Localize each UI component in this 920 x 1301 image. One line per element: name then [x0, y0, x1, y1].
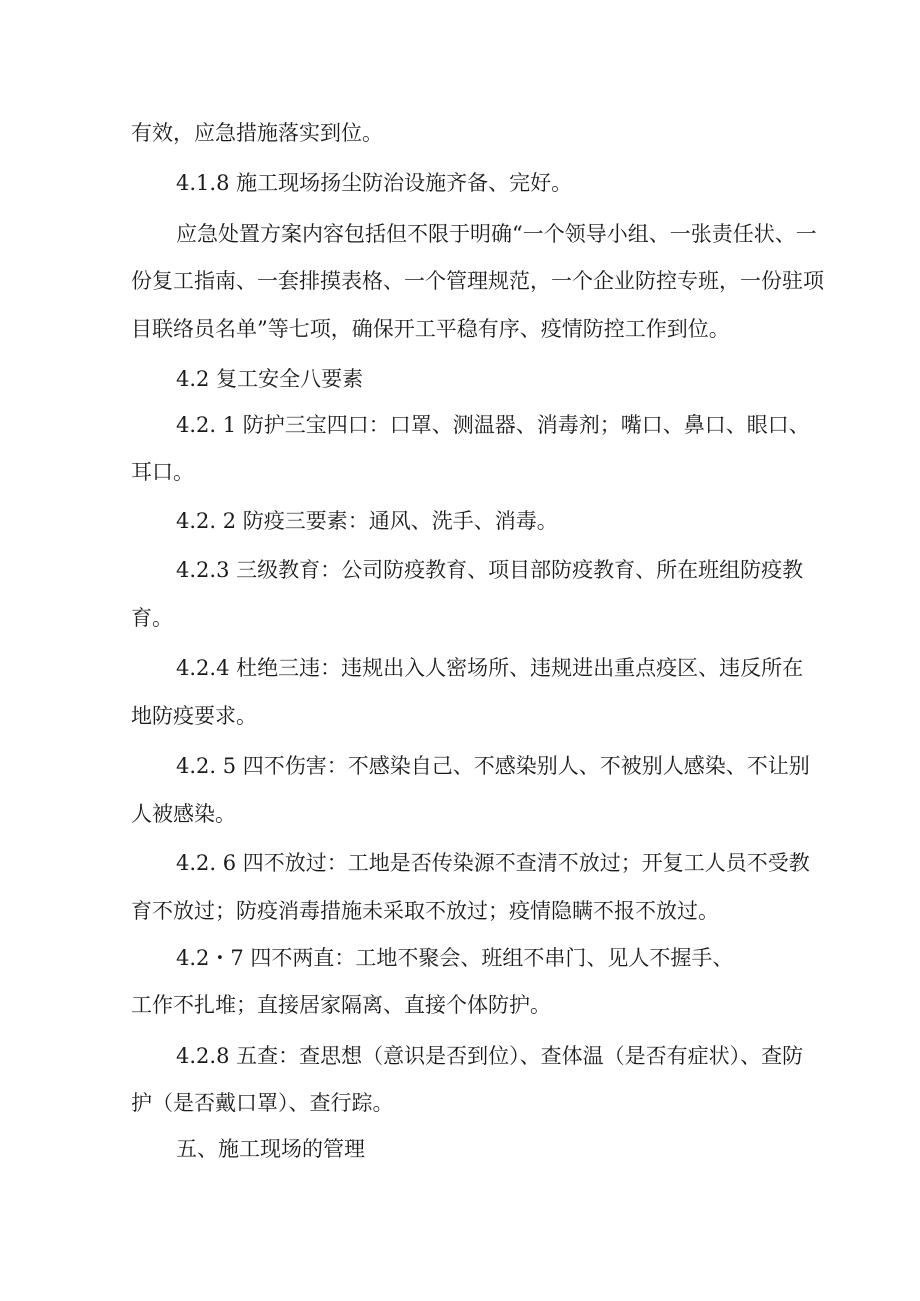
- text-line: 有效，应急措施落实到位。: [131, 121, 383, 145]
- text-line: 目联络员名单”等七项，确保开工平稳有序、疫情防控工作到位。: [131, 317, 730, 341]
- section-heading: 4.2 复工安全八要素: [176, 367, 364, 391]
- text-line: 应急处置方案内容包括但不限于明确“一个领导小组、一张责任状、一: [176, 222, 817, 246]
- section-heading: 五、施工现场的管理: [176, 1137, 365, 1161]
- text-line: 4.2.3 三级教育：公司防疫教育、项目部防疫教育、所在班组防疫教: [176, 558, 804, 582]
- text-line: 人被感染。: [131, 802, 236, 826]
- text-line: 地防疫要求。: [131, 704, 257, 728]
- text-line: 工作不扎堆；直接居家隔离、直接个体防护。: [131, 993, 551, 1017]
- text-line: 4.2. 5 四不伤害：不感染自己、不感染别人、不被别人感染、不让别: [176, 754, 810, 778]
- text-line: 4.2.8 五查：查思想（意识是否到位）、查体温（是否有症状）、查防: [176, 1044, 804, 1068]
- text-line: 4.2.4 杜绝三违：违规出入人密场所、违规进出重点疫区、违反所在: [176, 656, 804, 680]
- text-line: 份复工指南、一套排摸表格、一个管理规范，一个企业防控专班，一份驻项: [131, 269, 824, 293]
- text-line: 育不放过；防疫消毒措施未采取不放过；疫情隐瞒不报不放过。: [131, 899, 719, 923]
- text-line: 4.2・7 四不两直：工地不聚会、班组不串门、见人不握手、: [176, 946, 734, 970]
- text-line: 耳口。: [131, 460, 194, 484]
- text-line: 4.2. 1 防护三宝四口：口罩、测温器、消毒剂；嘴口、鼻口、眼口、: [176, 413, 810, 437]
- text-line: 4.1.8 施工现场扬尘防治设施齐备、完好。: [176, 171, 573, 195]
- text-line: 4.2. 2 防疫三要素：通风、洗手、消毒。: [176, 509, 558, 533]
- text-line: 育。: [131, 606, 173, 630]
- text-line: 护（是否戴口罩）、查行踪。: [131, 1091, 394, 1115]
- text-line: 4.2. 6 四不放过：工地是否传染源不查清不放过；开复工人员不受教: [176, 851, 810, 875]
